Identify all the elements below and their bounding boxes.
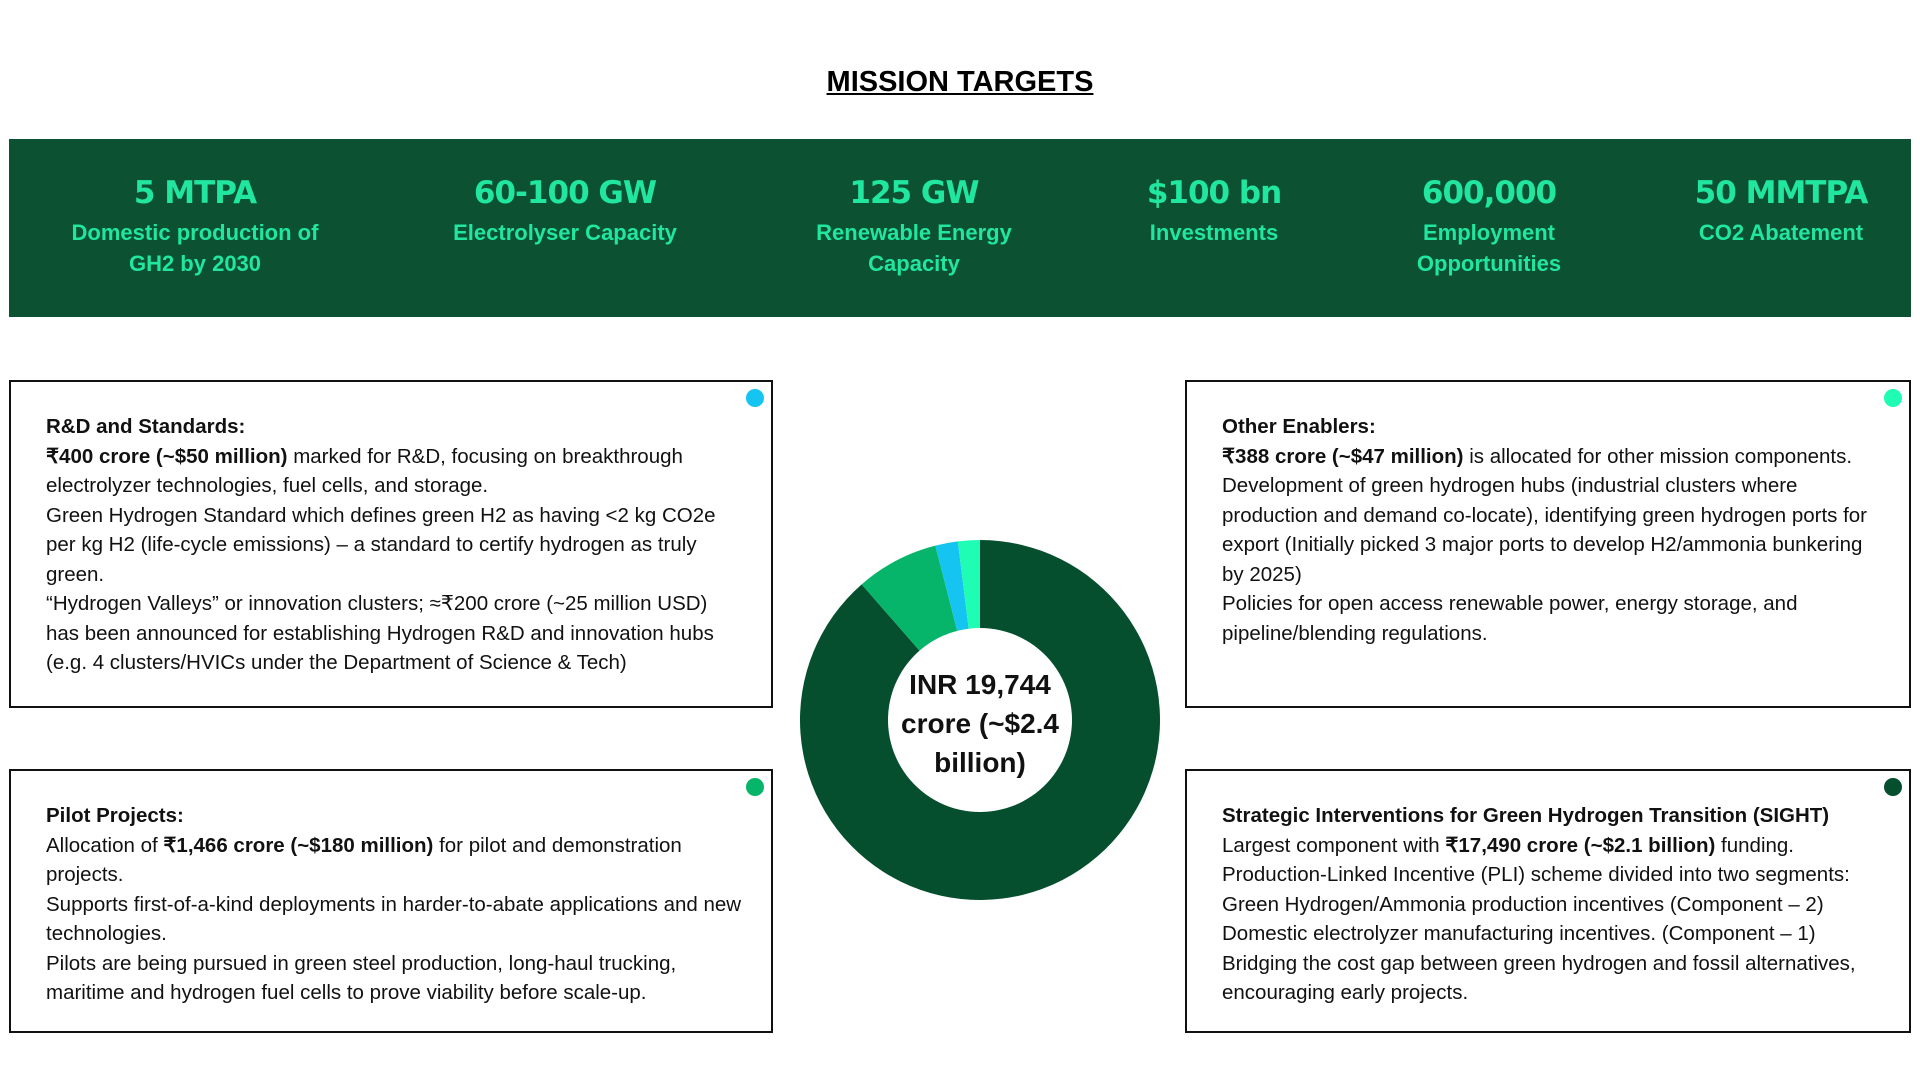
- card-heading: R&D and Standards:: [46, 415, 246, 438]
- card-text: Development of green hydrogen hubs (industrial clusters where production and demand co-locate), identifying green hydrogen ports for export (Initially picked 3 major ports to develop H2/ammonia bunkering by 2025): [1222, 474, 1868, 586]
- card-heading: Pilot Projects:: [46, 804, 184, 827]
- allocation-text: funding.: [1715, 833, 1794, 857]
- target-label: CO2 Abatement: [1698, 220, 1864, 245]
- card-text: Green Hydrogen Standard which defines green H2 as having <2 kg CO2e per kg H2 (life-cycle emissions) – a standard to certify hydrogen as truly green.: [46, 503, 716, 586]
- card-other-enablers: [1185, 380, 1911, 708]
- allocation-amount: ₹388 crore (~$47 million): [1222, 444, 1464, 468]
- target-gh2-production: [15, 173, 375, 279]
- target-value: 600,000: [1421, 175, 1557, 211]
- card-rd-standards: [9, 380, 773, 708]
- mission-targets-banner: [9, 139, 1911, 317]
- card-text: “Hydrogen Valleys” or innovation clusters; ≈₹200 crore (~25 million USD) has been announced for establishing Hydrogen R&D and innovation hubs (e.g. 4 clusters/HVICs under the Department of Science & Tech): [46, 592, 714, 674]
- target-value: 5 MTPA: [133, 175, 257, 211]
- allocation-amount: ₹1,466 crore (~$180 million): [163, 833, 434, 857]
- allocation-text: marked for R&D, focusing on breakthrough electrolyzer technologies, fuel cells, and storage.: [46, 444, 683, 497]
- target-value: 60-100 GW: [473, 175, 657, 211]
- card-text: Supports first-of-a-kind deployments in harder-to-abate applications and new technologies.: [46, 892, 742, 945]
- allocation-prefix: Allocation of: [46, 833, 164, 857]
- target-value: $100 bn: [1146, 175, 1282, 211]
- target-co2-abatement: [1601, 173, 1920, 248]
- target-label: Domestic production of GH2 by 2030: [71, 220, 319, 276]
- target-value: 125 GW: [849, 175, 979, 211]
- allocation-amount: ₹400 crore (~$50 million): [46, 444, 288, 468]
- card-heading: Strategic Interventions for Green Hydrogen Transition (SIGHT): [1222, 804, 1830, 827]
- legend-dot-rd: [746, 389, 764, 407]
- allocation-text: is allocated for other mission components.: [1463, 444, 1853, 468]
- target-electrolyser-capacity: [385, 173, 745, 248]
- legend-dot-sight: [1884, 778, 1902, 796]
- card-text: Bridging the cost gap between green hydrogen and fossil alternatives, encouraging early projects.: [1222, 951, 1856, 1004]
- donut-center-label: INR 19,744 crore (~$2.4 billion): [901, 669, 1059, 778]
- card-text: Domestic electrolyzer manufacturing incentives. (Component – 1): [1222, 922, 1816, 945]
- target-label: Employment Opportunities: [1416, 220, 1562, 276]
- card-text: Pilots are being pursued in green steel production, long-haul trucking, maritime and hydrogen fuel cells to prove viability before scale-up.: [46, 951, 677, 1004]
- target-label: Renewable Energy Capacity: [816, 220, 1012, 276]
- card-heading: Other Enablers:: [1222, 415, 1376, 438]
- allocation-prefix: Largest component with: [1222, 833, 1446, 857]
- allocation-text: for pilot and demonstration projects.: [46, 833, 682, 886]
- target-label: Electrolyser Capacity: [453, 220, 677, 245]
- legend-dot-pilot: [746, 778, 764, 796]
- page-title: MISSION TARGETS: [826, 66, 1094, 98]
- card-text: Green Hydrogen/Ammonia production incentives (Component – 2): [1222, 892, 1824, 916]
- card-text: Production-Linked Incentive (PLI) scheme divided into two segments:: [1222, 863, 1850, 886]
- allocation-amount: ₹17,490 crore (~$2.1 billion): [1445, 833, 1716, 857]
- target-value: 50 MMTPA: [1694, 175, 1868, 211]
- legend-dot-other: [1884, 389, 1902, 407]
- card-text: Policies for open access renewable power, energy storage, and pipeline/blending regulations.: [1222, 592, 1798, 645]
- target-label: Investments: [1149, 220, 1279, 245]
- card-sight: [1185, 769, 1911, 1033]
- card-pilot-projects: [9, 769, 773, 1033]
